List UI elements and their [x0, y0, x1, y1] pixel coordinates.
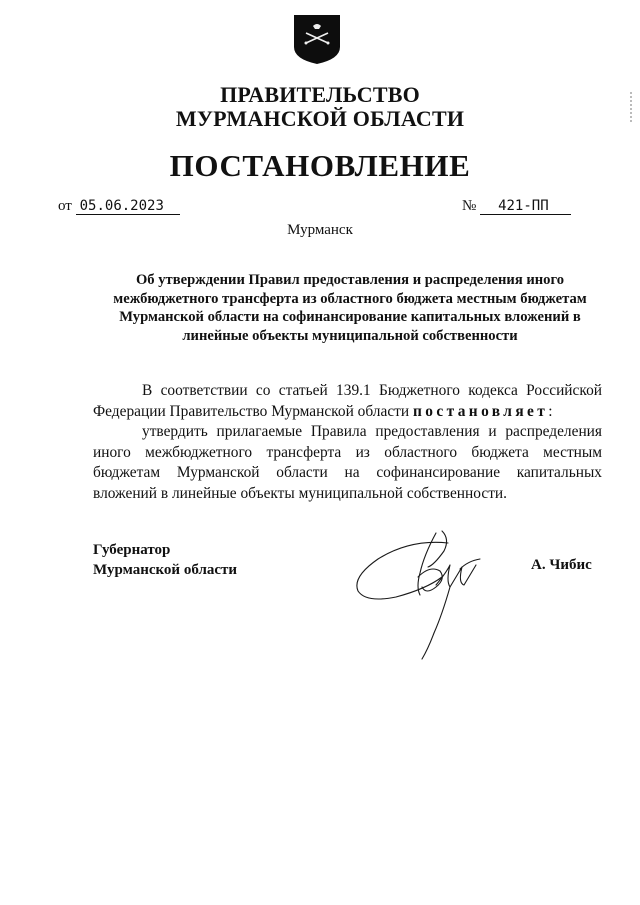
document-type-title: ПОСТАНОВЛЕНИЕ: [169, 148, 471, 183]
org-name-line-1: ПРАВИТЕЛЬСТВО: [220, 82, 420, 107]
org-name-line-2: МУРМАНСКОЙ ОБЛАСТИ: [175, 106, 465, 131]
date-prefix: от: [58, 198, 72, 214]
document-body: [93, 381, 602, 505]
document-number: [462, 198, 571, 215]
subject-line: линейные объекты муниципальной собственности: [182, 327, 518, 344]
preamble-paragraph: [93, 381, 602, 422]
handwritten-signature-icon: [350, 525, 495, 665]
signer-title-line-2: Мурманской области: [93, 562, 238, 578]
subject-line: Об утверждении Правил предоставления и распределения иного: [135, 272, 565, 288]
number-value: 421-ПП: [480, 198, 571, 215]
decree-keyword: постановляет: [412, 402, 549, 420]
coat-of-arms-icon: [292, 13, 342, 65]
signer-title: [93, 540, 237, 580]
preamble-colon: :: [548, 402, 553, 420]
number-prefix: №: [462, 198, 477, 214]
document-date: [58, 198, 180, 215]
city-name: Мурманск: [287, 222, 353, 238]
subject-line: межбюджетного трансферта из областного бюджета местным бюджетам: [113, 290, 587, 307]
signer-name: А. Чибис: [531, 557, 592, 573]
signer-title-line-1: Губернатор: [93, 542, 171, 558]
subject-line: Мурманской области на софинансирование капитальных вложений в: [119, 309, 581, 325]
document-subject: [88, 271, 612, 345]
resolution-paragraph: утвердить прилагаемые Правила предоставления и распределения иного межбюджетного трансферта из областного бюджета местным бюджетам Мурманской области на софинансирование капитальных вложений в линейные объекты муниципальной собственности.: [93, 423, 602, 502]
preamble-text: В соответствии со статьей 139.1 Бюджетного кодекса Российской Федерации Правительство Мурманской области: [93, 382, 602, 420]
date-value: 05.06.2023: [76, 198, 180, 215]
scan-edge-mark: [628, 92, 634, 122]
